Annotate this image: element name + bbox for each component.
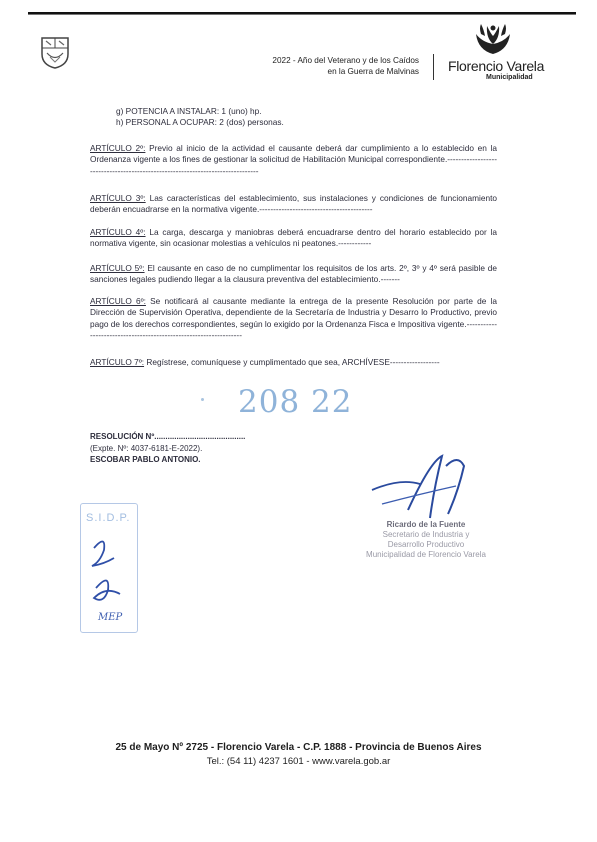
article-text: Previo al inicio de la actividad el causante deberá dar cumplimiento a lo establecido en la Ordenanza vigente a los fines de gestionar la solicitud de Habilitación Municipal correspondiente.------------------------------------------------------------------------------- xyxy=(90,143,497,176)
article-text: Las características del establecimiento, sus instalaciones y condiciones de funcionamiento deberán encuadrarse en la normativa vigente.----------------------------------------- xyxy=(90,193,497,215)
article-label: ARTÍCULO 3º: xyxy=(90,193,146,203)
article-3 xyxy=(90,193,497,216)
article-label: ARTÍCULO 5º: xyxy=(90,263,145,273)
article-label: ARTÍCULO 7º: xyxy=(90,357,145,367)
signer-title: Secretario de Industria y xyxy=(382,530,470,539)
footer-address: 25 de Mayo Nº 2725 - Florencio Varela - C.P. 1888 - Provincia de Buenos Aires xyxy=(115,742,482,753)
header-divider xyxy=(433,54,434,80)
slogan-line-2: en la Guerra de Malvinas xyxy=(327,66,419,76)
applicant-name: ESCOBAR PABLO ANTONIO. xyxy=(90,455,201,464)
article-label: ARTÍCULO 2º: xyxy=(90,143,146,153)
brand-name: Florencio Varela xyxy=(448,58,545,74)
footer-contact: Tel.: (54 11) 4237 1601 - www.varela.gob.ar xyxy=(206,756,391,767)
item-line: h) PERSONAL A OCUPAR: 2 (dos) personas. xyxy=(116,117,284,128)
signer-name: Ricardo de la Fuente xyxy=(386,520,466,529)
article-text: Regístrese, comuníquese y cumplimentado que sea, ARCHÍVESE------------------ xyxy=(144,357,440,367)
article-label: ARTÍCULO 6º: xyxy=(90,296,146,306)
header-slogan xyxy=(179,56,419,77)
signer-dept: Desarrollo Productivo xyxy=(387,540,465,549)
resolution-block xyxy=(90,431,245,466)
expediente: (Expte. Nº: 4037-6181-E-2022). xyxy=(90,443,203,453)
signature-stamp xyxy=(346,520,506,560)
items-list xyxy=(90,106,497,129)
sidp-initials: MEP xyxy=(98,612,123,623)
article-label: ARTÍCULO 4º: xyxy=(90,227,146,237)
article-5 xyxy=(90,263,497,286)
article-7 xyxy=(90,357,497,368)
article-text: El causante en caso de no cumplimentar los requisitos de los arts. 2º, 3º y 4º será pasible de sanciones legales pudiendo llegar a la clausura preventiva del establecimiento.------- xyxy=(90,263,497,285)
signer-org: Municipalidad de Florencio Varela xyxy=(366,550,486,559)
top-scan-line xyxy=(28,12,576,18)
resolution-label: RESOLUCIÓN Nº......................................... xyxy=(90,432,246,441)
municipality-logo-icon xyxy=(472,22,514,61)
article-4 xyxy=(90,227,497,250)
article-2 xyxy=(90,143,497,177)
item-line: g) POTENCIA A INSTALAR: 1 (uno) hp. xyxy=(116,106,262,116)
article-text: La carga, descarga y maniobras deberá encuadrarse dentro del horario establecido por la normativa vigente, sin ocasionar molestias a vehículos ni peatones.------------ xyxy=(90,227,497,249)
brand-subtitle: Municipalidad xyxy=(486,74,533,81)
article-6 xyxy=(90,296,497,342)
article-text: Se notificará al causante mediante la entrega de la presente Resolución por parte de la Dirección de Supervisión Operativa, dependiente de la Secretaría de Industria y Desarro lo Productivo, previo pago de los derechos correspondientes, según lo exigido por la Ordenanza Fisca e Impositiva vigente.------------------------------------------------------------------ xyxy=(90,296,497,341)
resolution-number-stamp: 208 22 xyxy=(238,384,353,420)
initials-signature-icon xyxy=(80,528,136,618)
coat-of-arms-icon xyxy=(40,36,70,75)
stamp-dot xyxy=(201,398,204,401)
sidp-stamp-label: S.I.D.P. xyxy=(86,512,131,524)
slogan-line-1: 2022 - Año del Veterano y de los Caídos xyxy=(272,56,419,65)
